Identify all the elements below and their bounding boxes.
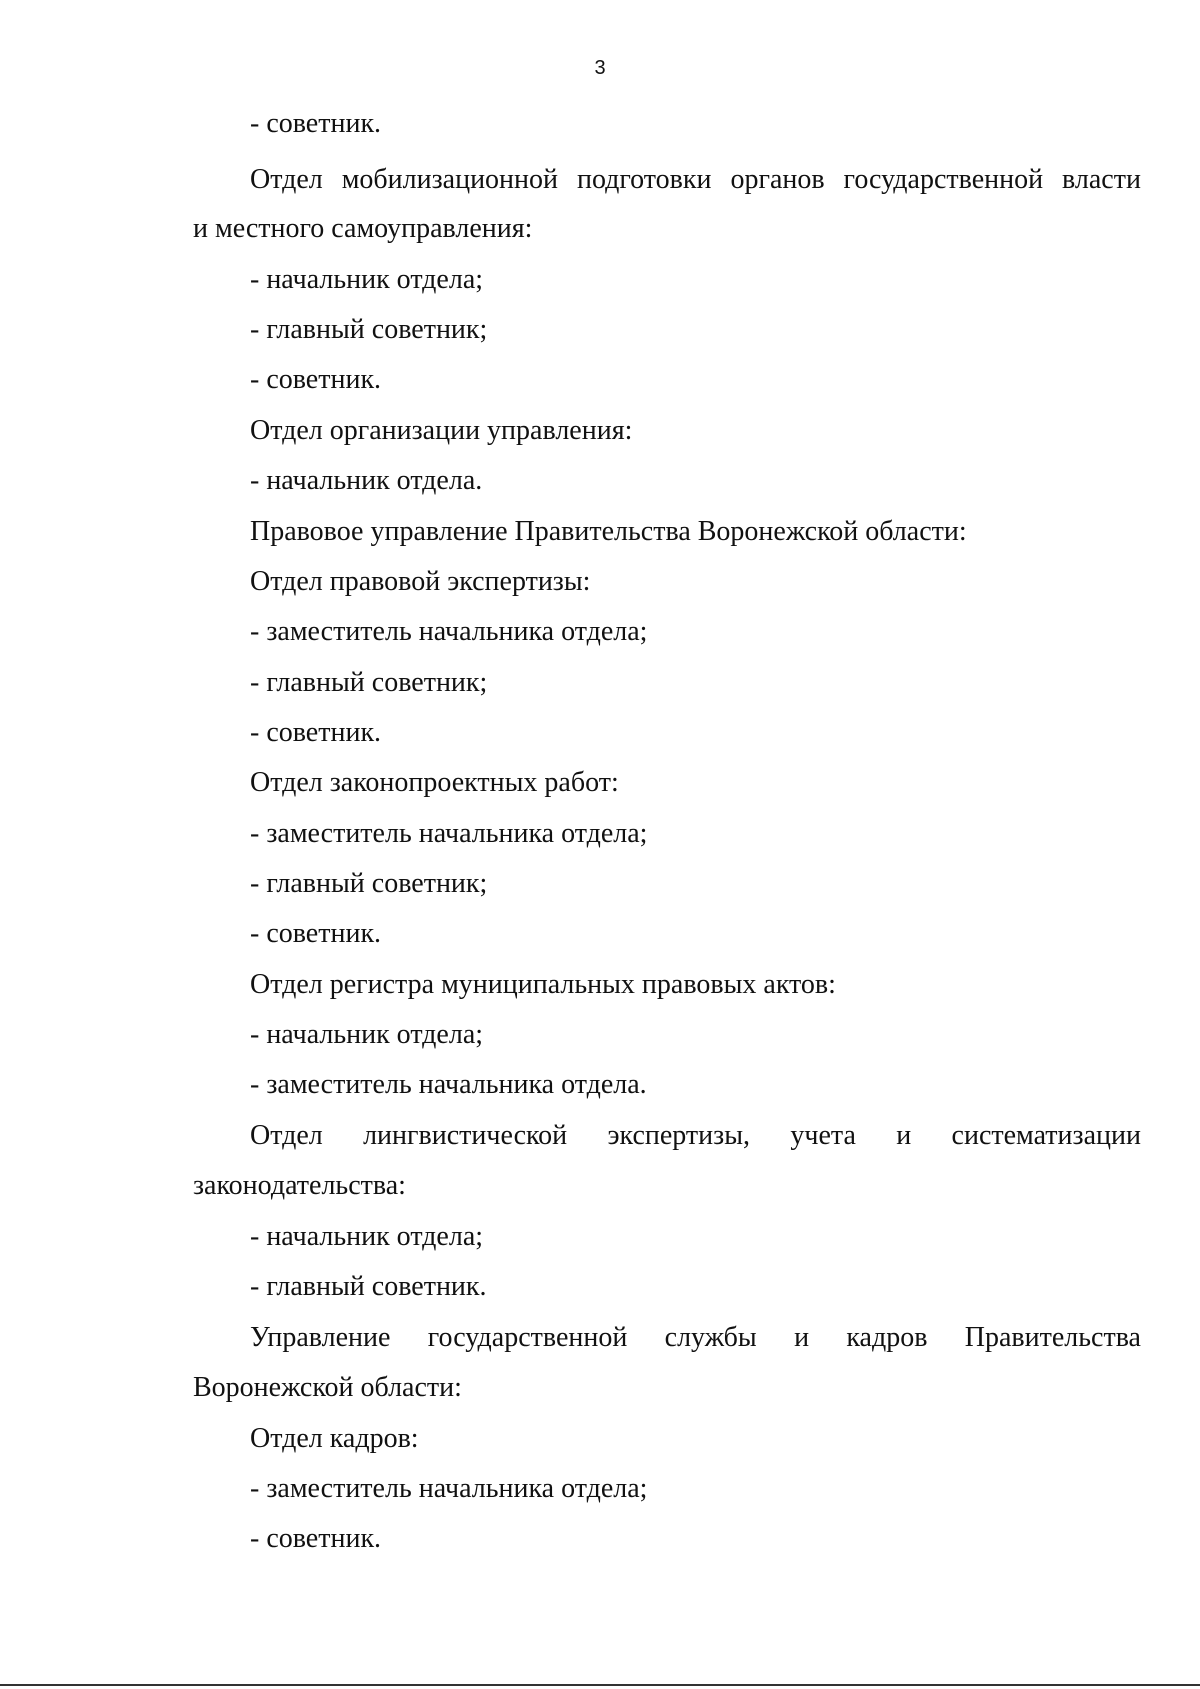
list-item: - начальник отдела; [250,264,484,295]
text-line: Воронежской области: [193,1372,462,1403]
text-line: законодательства: [193,1170,406,1201]
word: и [794,1322,810,1353]
list-item: - главный советник; [250,868,488,899]
list-item: - заместитель начальника отдела. [250,1069,647,1100]
list-item: - заместитель начальника отдела; [250,1473,648,1504]
section-heading: Отдел организации управления: [250,415,633,446]
list-item: - начальник отдела; [250,1221,484,1252]
list-item: - начальник отдела; [250,1019,484,1050]
word: государственной [427,1322,628,1353]
word: систематизации [951,1120,1141,1151]
word: Управление [250,1322,391,1353]
word: мобилизационной [341,164,559,195]
section-heading: Отдел правовой экспертизы: [250,566,591,597]
list-item: - советник. [250,1523,382,1554]
section-heading: Отдел кадров: [250,1423,419,1454]
list-item: - главный советник. [250,1271,487,1302]
word: государственной [843,164,1044,195]
bottom-rule [0,1684,1200,1686]
list-item: - заместитель начальника отдела; [250,616,648,647]
text-line: и местного самоуправления: [193,213,533,244]
section-heading: Отдел регистра муниципальных правовых актов: [250,969,836,1000]
page-number: 3 [594,57,606,79]
list-item: - советник. [250,918,382,949]
list-item: - советник. [250,364,382,395]
justified-line [250,1321,1141,1355]
word: Правительства [964,1322,1141,1353]
section-heading: Отдел законопроектных работ: [250,767,619,798]
word: Отдел [250,164,323,195]
text-line: - советник. [250,108,382,139]
word: экспертизы, [607,1120,751,1151]
word: власти [1062,164,1141,195]
word: органов [730,164,825,195]
word: учета [790,1120,856,1151]
justified-line [250,163,1141,197]
word: подготовки [576,164,712,195]
justified-line [250,1119,1141,1153]
list-item: - заместитель начальника отдела; [250,818,648,849]
list-item: - главный советник; [250,667,488,698]
word: кадров [846,1322,928,1353]
section-heading: Правовое управление Правительства Воронежской области: [250,516,967,547]
word: Отдел [250,1120,323,1151]
list-item: - начальник отдела. [250,465,483,496]
word: и [896,1120,912,1151]
word: лингвистической [363,1120,568,1151]
word: службы [664,1322,757,1353]
list-item: - советник. [250,717,382,748]
list-item: - главный советник; [250,314,488,345]
